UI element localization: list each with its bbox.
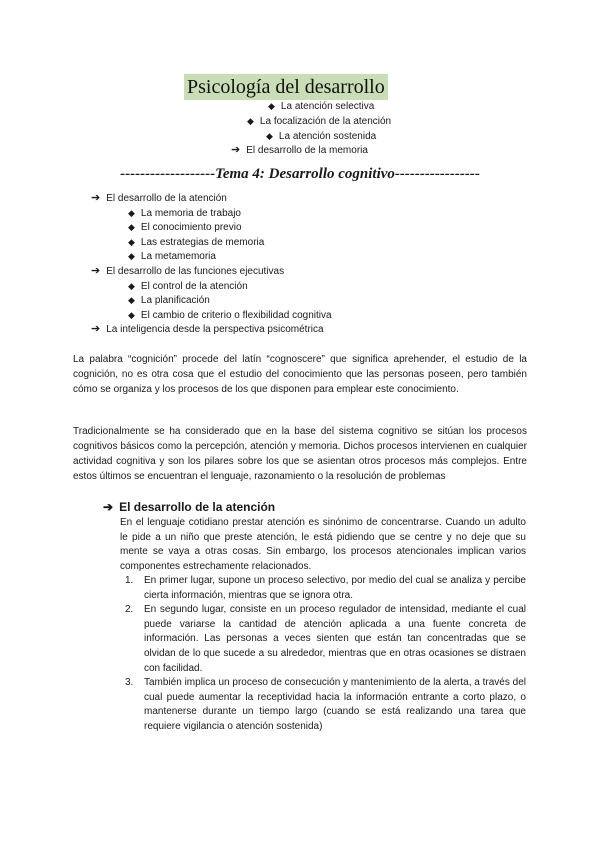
outline-item: ➔ El desarrollo de la atención: [91, 192, 227, 204]
diamond-bullet-icon: ◆: [128, 310, 135, 320]
list-item: 3. También implica un proceso de consecución y mantenimiento de la alerta, a través del cual puede aumentar la receptividad hacia la información entrante a corto plazo, o mantenerse durante un tiempo largo (cuando se está realizando una tarea que requiere vigilancia o atención sostenida): [125, 677, 526, 732]
subheading: ➔ El desarrollo de la atención: [103, 500, 276, 514]
numbered-list: [125, 574, 526, 735]
outline-subitem: ◆ La metamemoria: [128, 251, 216, 262]
arrow-bullet-icon: ➔: [231, 144, 241, 156]
arrow-bullet-icon: ➔: [103, 500, 114, 514]
list-item: ◆ La atención selectiva: [268, 101, 375, 112]
outline-subitem: ◆ El control de la atención: [128, 281, 248, 292]
list-item: 2. En segundo lugar, consiste en un proceso regulador de intensidad, mediante el cual puede variarse la cantidad de atención aplicada a una fuente concreta de información. Las personas a veces sienten que están tan concentradas que se olvidan de lo que sucede a su alrededor, mientras que en otras ocasiones se distraen con facilidad.: [125, 604, 526, 674]
outline-subitem: ◆ El conocimiento previo: [128, 222, 242, 233]
arrow-bullet-icon: ➔: [91, 323, 101, 335]
paragraph: La palabra “cognición” procede del latín “cognoscere” que significa aprehender, el estudio de la cognición, no es otra cosa que el estudio del conocimiento que las personas poseen, pero también cómo se organiza y los procesos de los que disponen para emplear este conocimiento.: [73, 354, 527, 395]
diamond-bullet-icon: ◆: [266, 131, 273, 141]
diamond-bullet-icon: ◆: [128, 251, 135, 261]
outline-subitem: ◆ El cambio de criterio o flexibilidad cognitiva: [128, 310, 332, 321]
outline-subitem: ◆ La memoria de trabajo: [128, 208, 241, 219]
list-item: ➔ El desarrollo de la memoria: [231, 144, 368, 156]
page-title: Psicología del desarrollo: [184, 74, 388, 100]
diamond-bullet-icon: ◆: [268, 101, 275, 111]
outline-item: ➔ La inteligencia desde la perspectiva psicométrica: [91, 323, 324, 335]
diamond-bullet-icon: ◆: [128, 237, 135, 247]
outline-item: ➔ El desarrollo de las funciones ejecutivas: [91, 265, 285, 277]
outline-subitem: ◆ La planificación: [128, 295, 210, 306]
list-item: ◆ La focalización de la atención: [247, 116, 392, 127]
list-item: 1. En primer lugar, supone un proceso selectivo, por medio del cual se analiza y percibe cierta información, mientras que se ignora otra.: [125, 575, 526, 601]
arrow-bullet-icon: ➔: [91, 192, 101, 204]
arrow-bullet-icon: ➔: [91, 265, 101, 277]
diamond-bullet-icon: ◆: [247, 116, 254, 126]
diamond-bullet-icon: ◆: [128, 222, 135, 232]
diamond-bullet-icon: ◆: [128, 295, 135, 305]
diamond-bullet-icon: ◆: [128, 281, 135, 291]
paragraph: Tradicionalmente se ha considerado que en la base del sistema cognitivo se sitúan los procesos cognitivos básicos como la percepción, atención y memoria. Dichos procesos intervienen en cualquier actividad cognitiva y son los pilares sobre los que se asientan otros procesos más complejos. Entre estos últimos se encuentran el lenguaje, razonamiento o la resolución de problemas: [73, 426, 527, 482]
section-header: -------------------Tema 4: Desarrollo cognitivo-----------------: [120, 166, 480, 182]
list-item: ◆ La atención sostenida: [266, 131, 377, 142]
outline-subitem: ◆ Las estrategias de memoria: [128, 237, 265, 248]
paragraph: En el lenguaje cotidiano prestar atención es sinónimo de concentrarse. Cuando un adulto le pide a un niño que preste atención, le está pidiendo que se centre y no deje que su mente se vaya a otras cosas. Sin embargo, los procesos atencionales implican varios componentes estrechamente relacionados.: [120, 517, 526, 572]
diamond-bullet-icon: ◆: [128, 208, 135, 218]
